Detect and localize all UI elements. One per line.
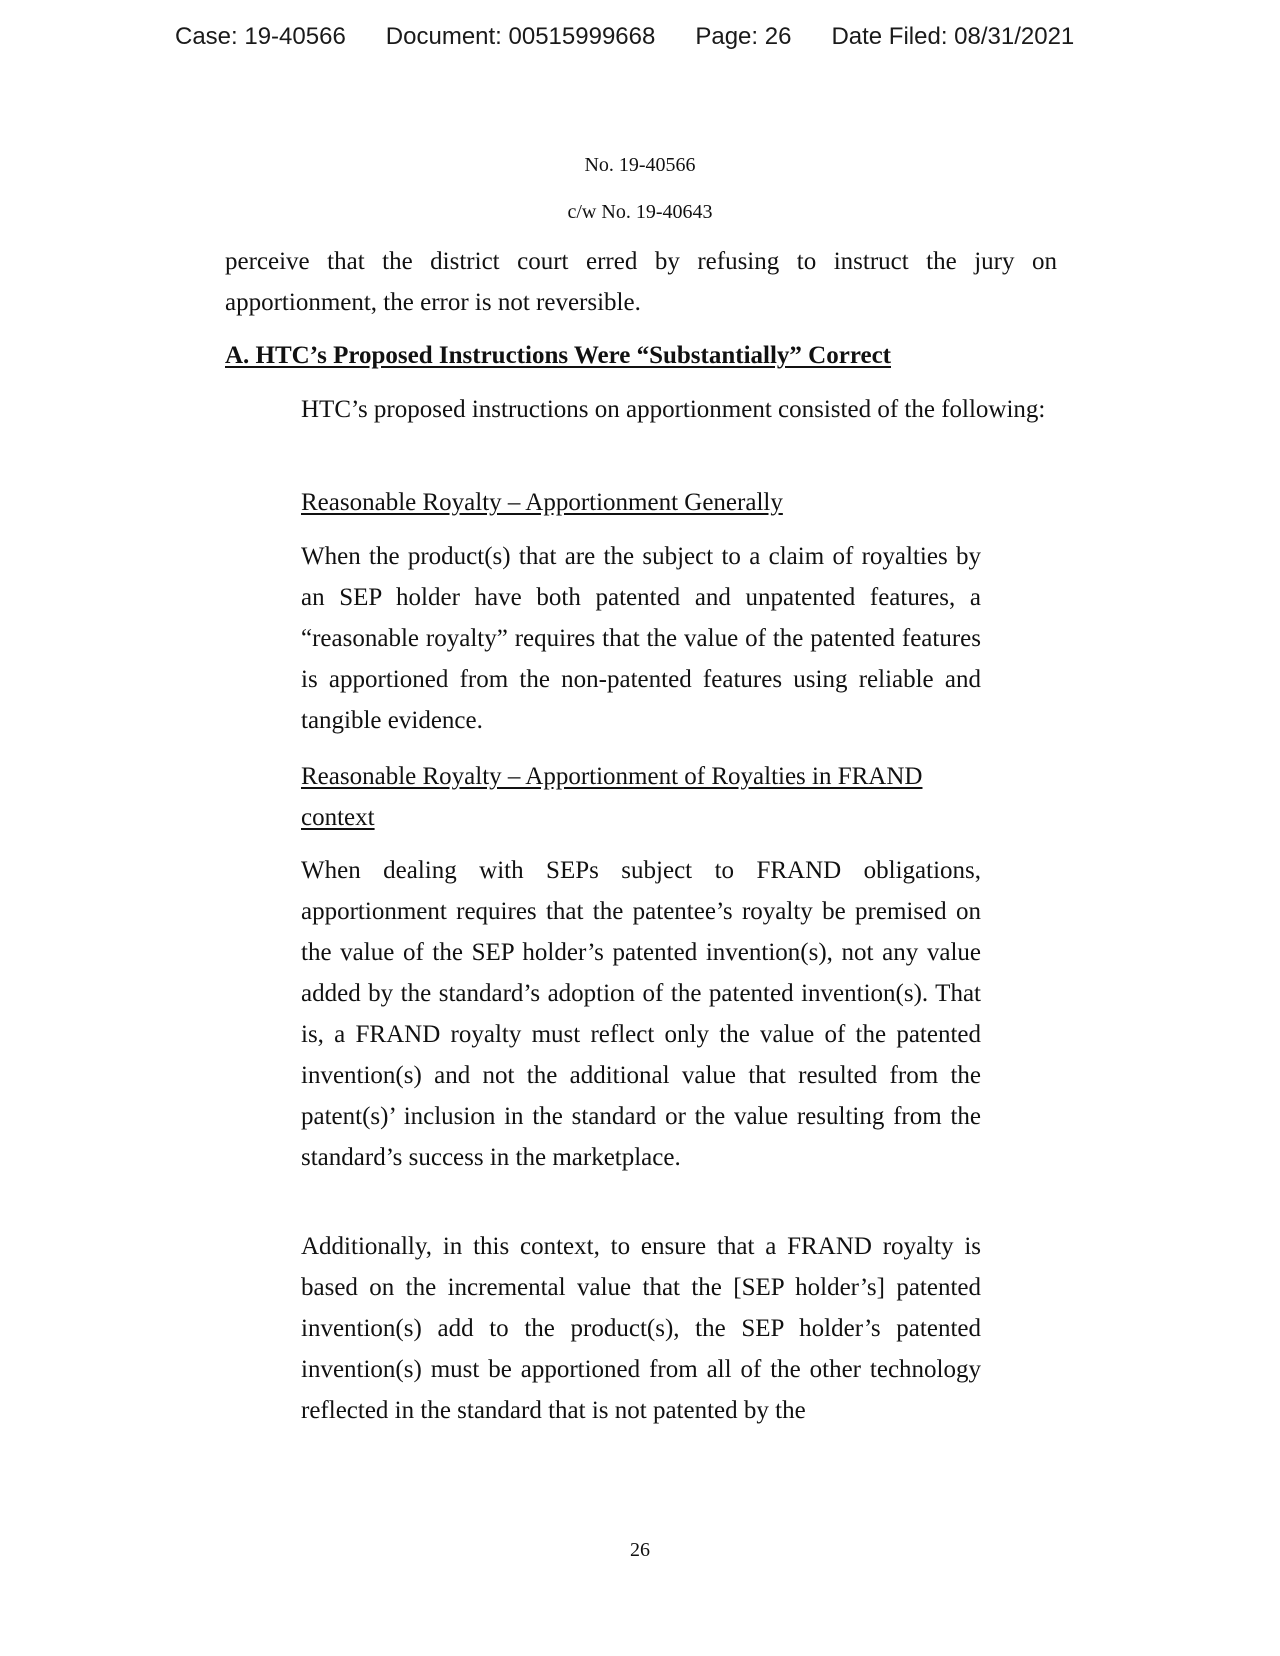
date-filed: Date Filed: 08/31/2021 (831, 23, 1075, 50)
section-heading: A. HTC’s Proposed Instructions Were “Substantially” Correct (225, 342, 891, 369)
filing-header (175, 20, 1105, 54)
consolidated-docket-number: c/w No. 19-40643 (567, 201, 713, 223)
paragraph-continuation: perceive that the district court erred by refusing to instruct the jury on apportionment, the error is not reversible. (225, 248, 1057, 316)
quote-heading-frand-context: Reasonable Royalty – Apportionment of Royalties in FRAND context (301, 763, 923, 831)
docket-number: No. 19-40566 (584, 154, 696, 176)
quote-heading-apportionment-generally: Reasonable Royalty – Apportionment Generally (301, 489, 783, 516)
paragraph-intro: HTC’s proposed instructions on apportionment consisted of the following: (301, 396, 1046, 423)
case-number: Case: 19-40566 (175, 23, 346, 50)
page-number: 26 (630, 1539, 650, 1561)
quote-paragraph-frand-context: When dealing with SEPs subject to FRAND obligations, apportionment requires that the patentee’s royalty be premised on the value of the SEP holder’s patented invention(s), not any value added by the standard’s adoption of the patented invention(s). That is, a FRAND royalty must reflect only the value of the patented invention(s) and not the additional value that resulted from the patent(s)’ inclusion in the standard or the value resulting from the standard’s success in the marketplace. (301, 857, 981, 1171)
quote-paragraph-apportionment-generally: When the product(s) that are the subject to a claim of royalties by an SEP holder have both patented and unpatented features, a “reasonable royalty” requires that the value of the patented features is apportioned from the non-patented features using reliable and tangible evidence. (301, 543, 981, 734)
quote-paragraph-additionally: Additionally, in this context, to ensure that a FRAND royalty is based on the incremental value that the [SEP holder’s] patented invention(s) add to the product(s), the SEP holder’s patented invention(s) must be apportioned from all of the other technology reflected in the standard that is not patented by the (301, 1233, 981, 1424)
page-label: Page: 26 (695, 23, 792, 50)
document-number: Document: 00515999668 (385, 23, 656, 50)
